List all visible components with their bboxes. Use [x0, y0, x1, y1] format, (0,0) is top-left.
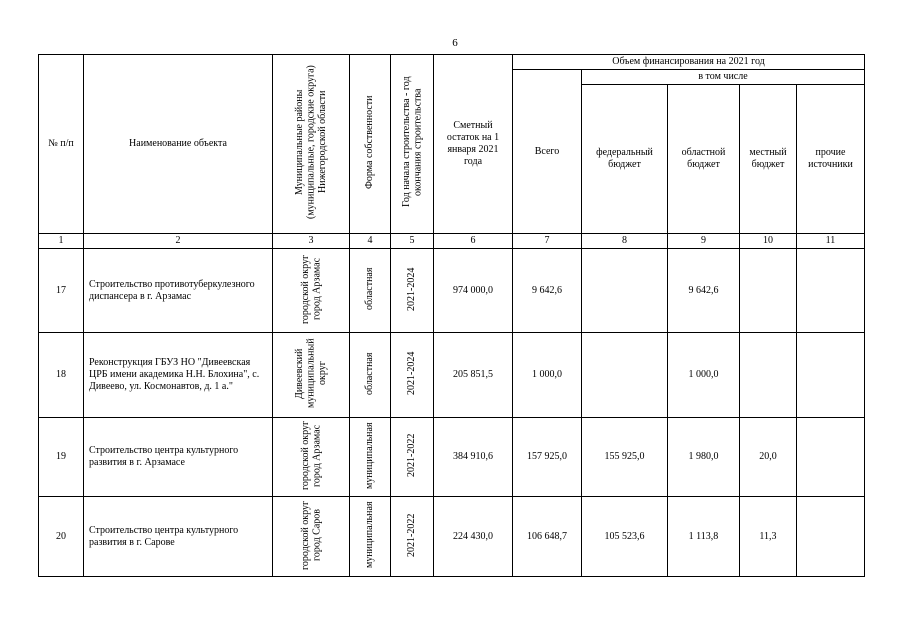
- row-ownership: [350, 497, 391, 577]
- header-estimate: Сметный остаток на 1 января 2021 года: [434, 55, 513, 234]
- column-number-row: [39, 234, 865, 249]
- column-number: 3: [273, 234, 350, 249]
- row-total: 1 000,0: [513, 333, 582, 418]
- row-estimate: 974 000,0: [434, 249, 513, 333]
- row-object-name: Реконструкция ГБУЗ НО "Дивеевская ЦРБ имени академика Н.Н. Блохина", с. Дивеево, ул. Космонавтов, д. 1 а.": [84, 333, 273, 418]
- row-object-name: Строительство центра культурного развития в г. Сарове: [84, 497, 273, 577]
- row-total: 9 642,6: [513, 249, 582, 333]
- row-district-text: городской округ город Саров: [299, 499, 322, 570]
- row-years-text: 2021-2022: [406, 433, 418, 477]
- row-regional: 1 980,0: [668, 418, 740, 497]
- header-row-1: [39, 55, 865, 70]
- row-num: 20: [39, 497, 84, 577]
- row-ownership-text: муниципальная: [364, 501, 376, 568]
- table-row: [39, 497, 865, 577]
- row-other: [797, 333, 865, 418]
- column-number: 2: [84, 234, 273, 249]
- row-ownership: [350, 249, 391, 333]
- header-federal: федеральный бюджет: [582, 85, 668, 234]
- row-local: 20,0: [740, 418, 797, 497]
- header-including: в том числе: [582, 70, 865, 85]
- row-object-name: Строительство центра культурного развития в г. Арзамасе: [84, 418, 273, 497]
- row-federal: 105 523,6: [582, 497, 668, 577]
- row-estimate: 224 430,0: [434, 497, 513, 577]
- row-object-name: Строительство противотуберкулезного диспансера в г. Арзамас: [84, 249, 273, 333]
- header-ownership-text: Форма собственности: [364, 95, 376, 189]
- row-total: 106 648,7: [513, 497, 582, 577]
- column-number: 10: [740, 234, 797, 249]
- column-number: 9: [668, 234, 740, 249]
- row-federal: 155 925,0: [582, 418, 668, 497]
- column-number: 5: [391, 234, 434, 249]
- row-num: 18: [39, 333, 84, 418]
- row-district: [273, 333, 350, 418]
- row-other: [797, 497, 865, 577]
- header-years: [391, 55, 434, 234]
- header-num: № п/п: [39, 55, 84, 234]
- row-estimate: 384 910,6: [434, 418, 513, 497]
- row-years-text: 2021-2024: [406, 266, 418, 311]
- page-number: 6: [452, 37, 458, 49]
- header-other: прочие источники: [797, 85, 865, 234]
- header-ownership: [350, 55, 391, 234]
- row-years: [391, 333, 434, 418]
- row-local: [740, 333, 797, 418]
- row-district: [273, 249, 350, 333]
- column-number: 4: [350, 234, 391, 249]
- row-ownership: [350, 333, 391, 418]
- row-regional: 9 642,6: [668, 249, 740, 333]
- column-number: 1: [39, 234, 84, 249]
- header-years-text: Год начала строительства - год окончания строительства: [400, 76, 423, 208]
- row-ownership-text: областная: [364, 267, 376, 310]
- header-district: [273, 55, 350, 234]
- header-total: Всего: [513, 70, 582, 234]
- header-name: Наименование объекта: [84, 55, 273, 234]
- row-federal: [582, 249, 668, 333]
- row-federal: [582, 333, 668, 418]
- row-other: [797, 249, 865, 333]
- header-local: местный бюджет: [740, 85, 797, 234]
- table-row: [39, 249, 865, 333]
- row-years: [391, 497, 434, 577]
- row-years: [391, 418, 434, 497]
- column-number: 7: [513, 234, 582, 249]
- column-number: 6: [434, 234, 513, 249]
- row-years: [391, 249, 434, 333]
- column-number: 11: [797, 234, 865, 249]
- row-regional: 1 113,8: [668, 497, 740, 577]
- row-ownership-text: областная: [364, 351, 376, 395]
- row-years-text: 2021-2024: [406, 351, 418, 395]
- header-district-text: Муниципальные районы (муниципальные, городские округа) Нижегородской области: [293, 65, 328, 219]
- row-local: 11,3: [740, 497, 797, 577]
- row-district-text: городской округ город Арзамас: [299, 420, 322, 490]
- row-district-text: Дивеевский муниципальный округ: [293, 338, 328, 408]
- table-row: [39, 333, 865, 418]
- row-total: 157 925,0: [513, 418, 582, 497]
- table-row: [39, 418, 865, 497]
- row-local: [740, 249, 797, 333]
- row-district: [273, 497, 350, 577]
- row-other: [797, 418, 865, 497]
- row-ownership: [350, 418, 391, 497]
- row-num: 17: [39, 249, 84, 333]
- row-years-text: 2021-2022: [406, 512, 418, 557]
- row-regional: 1 000,0: [668, 333, 740, 418]
- row-district-text: городской округ город Арзамас: [299, 253, 322, 324]
- row-estimate: 205 851,5: [434, 333, 513, 418]
- row-district: [273, 418, 350, 497]
- row-num: 19: [39, 418, 84, 497]
- header-regional: областной бюджет: [668, 85, 740, 234]
- header-funding: Объем финансирования на 2021 год: [513, 55, 865, 70]
- row-ownership-text: муниципальная: [364, 421, 376, 489]
- column-number: 8: [582, 234, 668, 249]
- financing-table: [38, 54, 865, 577]
